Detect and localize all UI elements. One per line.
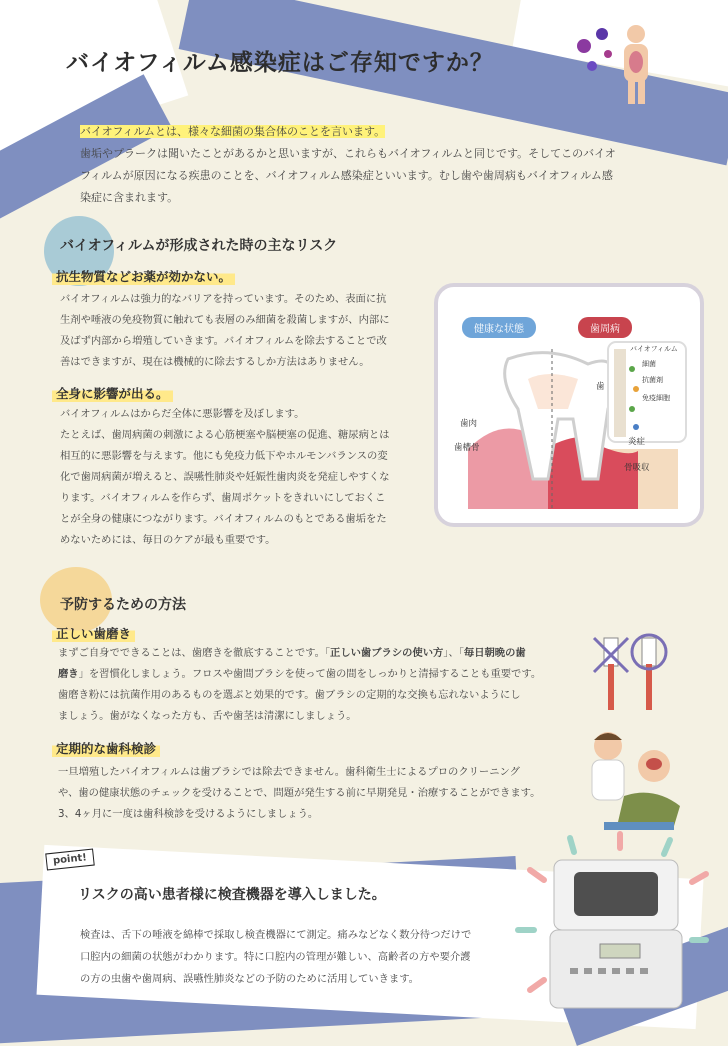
gum-label: 歯肉 (460, 419, 478, 429)
dentist-patient-illustration (584, 726, 684, 836)
intro-line-3: フィルムが原因になる疾患のことを、バイオフィルム感染症といいます。むし歯や歯周病もバイオフィルム感 (80, 169, 613, 182)
risk-2-line: めないためには、毎日のケアが最も重要です。 (60, 534, 276, 546)
risks-heading: バイオフィルムが形成された時の主なリスク (60, 238, 338, 254)
point-line: 検査は、舌下の唾液を綿棒で採取し検査機器にて測定。痛みなどなく数分待つだけで (80, 929, 472, 941)
point-heading: リスクの高い患者様に検査機器を導入しました。 (78, 887, 386, 903)
risk-1-title-wrap (52, 266, 235, 285)
brush-emphasis: 正しい歯ブラシの使い方 (330, 647, 444, 659)
point-tag: point! (45, 849, 94, 871)
risk-2-title-wrap (52, 383, 173, 402)
germs-body-illustration (570, 20, 660, 108)
checkup-line: 一旦増殖したバイオフィルムは歯ブラシでは除去できません。歯科衛生士によるプロのクリーニング (58, 766, 520, 778)
biofilm-label: バイオフィルム (630, 345, 678, 353)
risk-2-line: 相互的に悪影響を与えます。他にも免疫力低下やホルモンバランスの変 (60, 450, 388, 462)
brush-title: 正しい歯磨き (52, 624, 135, 642)
point-body (80, 924, 530, 990)
brush-emphasis: 磨き (58, 668, 79, 680)
risk-2-line: ります。バイオフィルムを作らず、歯周ポケットをきれいにしておくこ (60, 492, 386, 504)
brush-title-wrap (52, 623, 135, 642)
periodontal-disease-label: 歯周病 (578, 317, 632, 338)
checkup-line: 3、4ヶ月に一度は歯科検診を受けるようにしましょう。 (58, 808, 319, 820)
point-line: 口腔内の細菌の状態がわかります。特に口腔内の管理が難しい、高齢者の方や要介護 (80, 951, 471, 963)
bone-resorption-label: 骨吸収 (624, 463, 650, 473)
page-title: バイオフィルム感染症はご存知ですか？ (66, 50, 494, 76)
risk-2-line: 化で歯周病菌が増えると、誤嚥性肺炎や妊娠性歯肉炎を発症しやすくな (60, 471, 390, 483)
risk-2-body (60, 404, 430, 551)
point-line: の方の虫歯や歯周病、誤嚥性肺炎などの予防のために活用していきます。 (80, 973, 419, 985)
risk-1-line: 及ばず内部から増殖していきます。バイオフィルムを除去することで改 (60, 335, 387, 347)
risk-1-line: 善はできますが、現在は機械的に除去するしか方法はありません。 (60, 356, 370, 368)
brush-line-2 (58, 664, 588, 685)
testing-device-illustration (510, 830, 720, 1020)
brush-text: まずご自身でできることは、歯磨きを徹底することです。「 (58, 647, 331, 659)
checkup-title-wrap (52, 738, 160, 757)
intro-line-2: 歯垢やプラークは聞いたことがあるかと思いますが、これらもバイオフィルムと同じです。そしてこのバイオ (80, 147, 616, 160)
brush-emphasis: 毎日朝晩の歯 (463, 647, 526, 659)
intro-line-4: 染症に含まれます。 (80, 191, 179, 204)
tooth-cross-section-illustration (438, 339, 700, 515)
risk-1-line: 生剤や唾液の免疫物質に触れても表層のみ細菌を殺菌しますが、内部に (60, 314, 390, 326)
bacteria-label: 細菌 (642, 360, 656, 368)
intro-line-1: バイオフィルムとは、様々な細菌の集合体のことを言います。 (80, 125, 386, 138)
risk-2-title: 全身に影響が出る。 (52, 384, 173, 402)
risk-2-line: たとえば、歯周病菌の刺激による心筋梗塞や脳梗塞の促進、糖尿病とは (60, 429, 390, 441)
toothbrush-illustration (590, 632, 670, 712)
risk-2-line: バイオフィルムはからだ全体に悪影響を及ぼします。 (60, 408, 305, 420)
tooth-label: 歯 (596, 382, 605, 392)
brush-body (58, 643, 588, 727)
brush-line-4: ましょう。歯がなくなった方も、舌や歯茎は清潔にしましょう。 (58, 710, 357, 722)
prevention-heading: 予防するための方法 (60, 597, 186, 613)
risk-1-body (60, 289, 430, 373)
immune-cell-label: 免疫細胞 (642, 394, 670, 402)
checkup-body (58, 762, 588, 825)
healthy-state-label: 健康な状態 (462, 317, 536, 338)
brush-line-3: 歯磨き粉には抗菌作用のあるものを選ぶと効果的です。歯ブラシの定期的な交換も忘れないようにし (58, 689, 521, 701)
intro-paragraph (80, 121, 650, 209)
brush-text: 」、「 (443, 647, 464, 659)
risk-1-title: 抗生物質などお薬が効かない。 (52, 267, 235, 285)
brush-line-1 (58, 643, 588, 664)
risk-2-line: とが全身の健康につながります。バイオフィルムのもとである歯垢をた (60, 513, 387, 525)
tooth-figure-card (434, 283, 704, 527)
inflammation-label: 炎症 (628, 437, 646, 447)
checkup-title: 定期的な歯科検診 (52, 739, 160, 757)
checkup-line: や、歯の健康状態のチェックを受けることで、問題が発生する前に早期発見・治療することができます。 (58, 787, 541, 799)
risk-1-line: バイオフィルムは強力的なバリアを持っています。そのため、表面に抗 (60, 293, 387, 305)
brush-text: 」を習慣化しましょう。フロスや歯間ブラシを使って歯の間をしっかりと清掃することも重要です。 (78, 668, 542, 680)
antibiotic-label: 抗菌剤 (642, 376, 663, 384)
alveolar-bone-label: 歯槽骨 (454, 443, 480, 453)
